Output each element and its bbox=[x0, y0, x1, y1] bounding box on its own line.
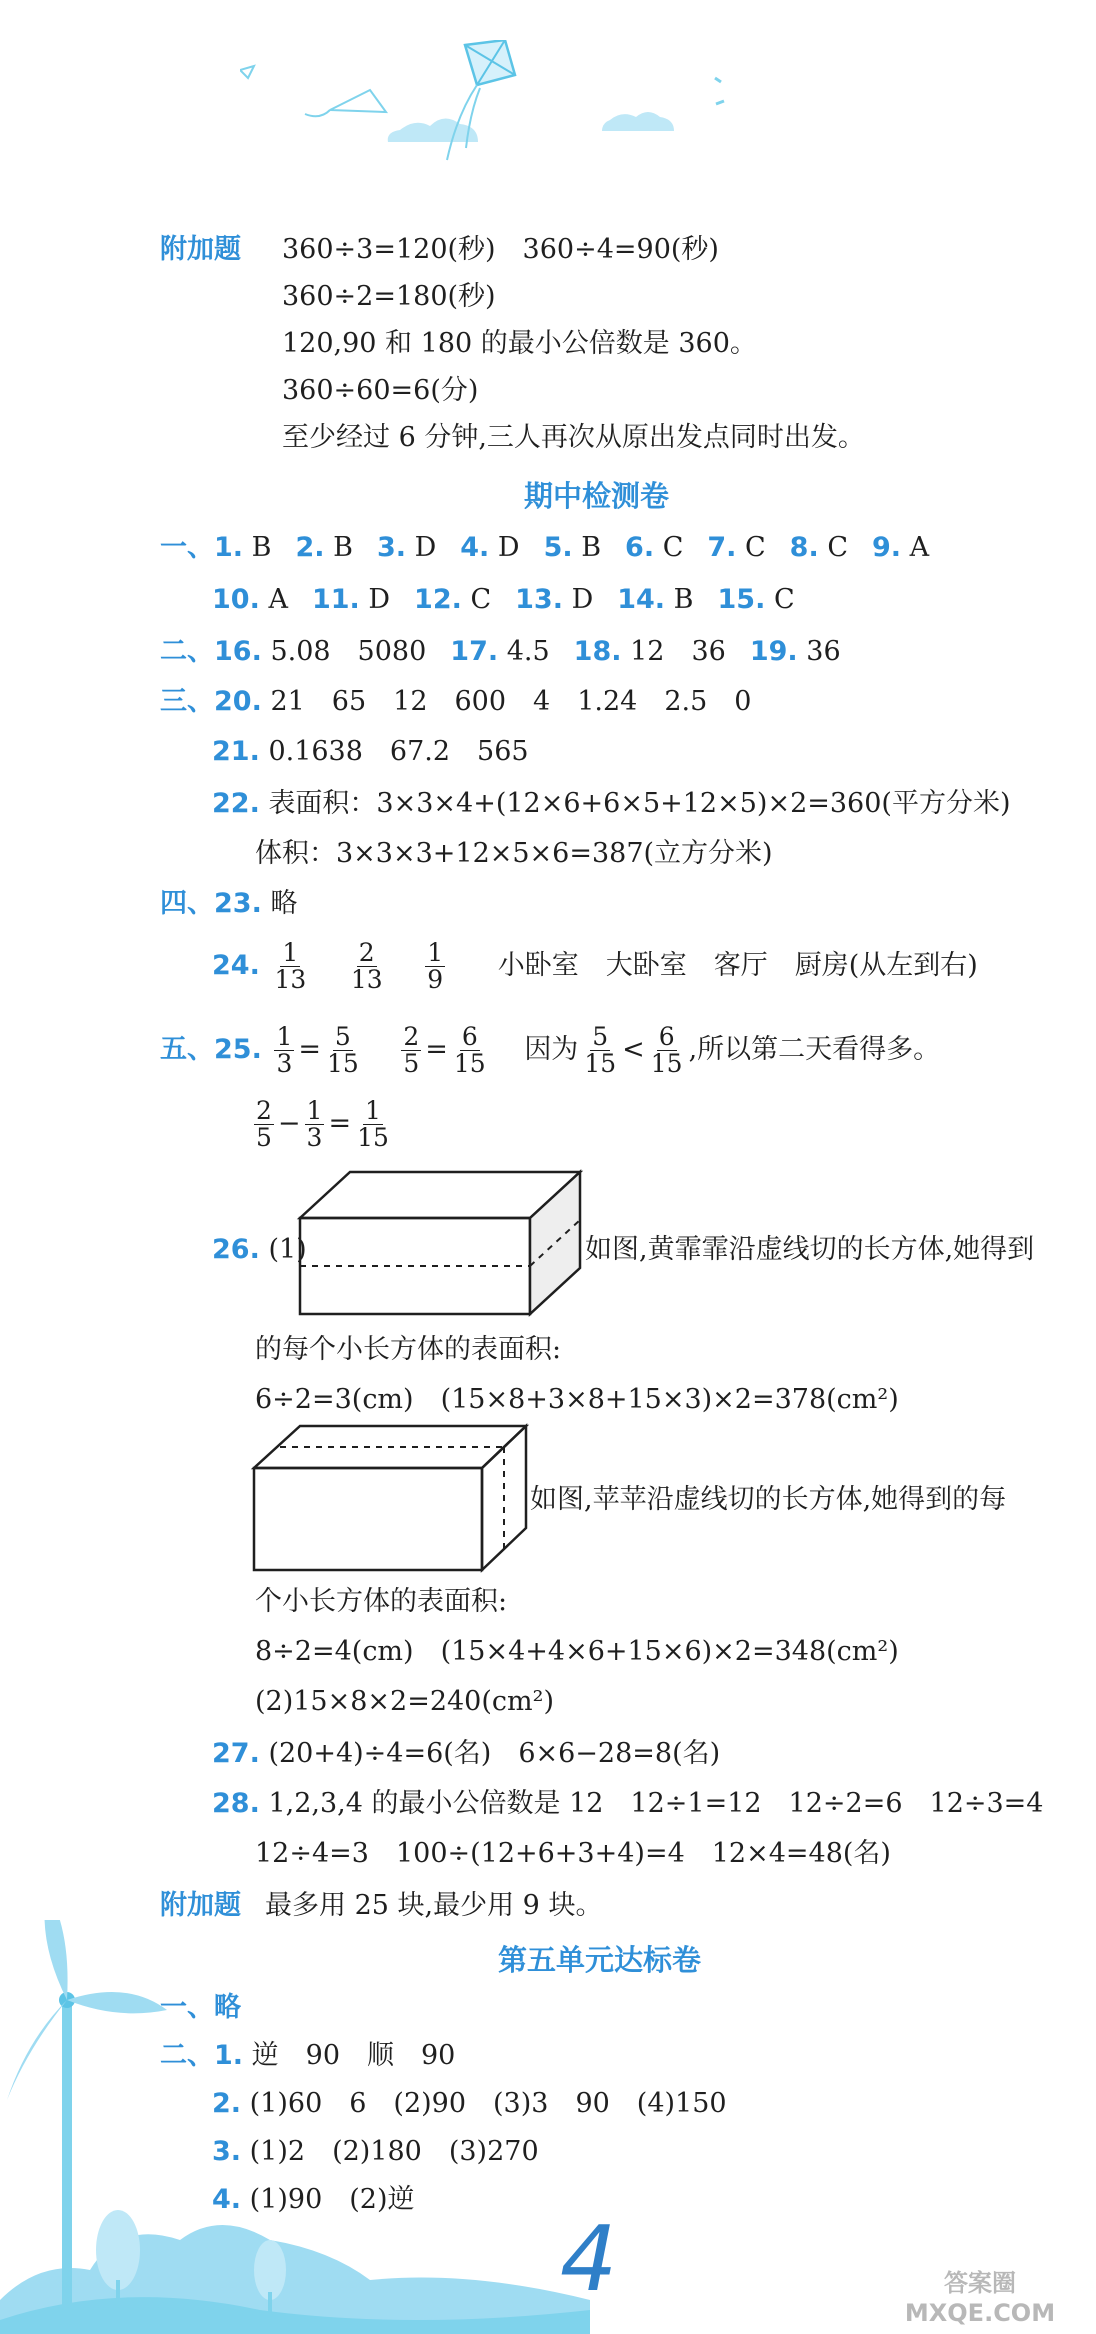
page-number: 4 bbox=[560, 2207, 618, 2312]
answer-q26-text-4: 如图,苹苹沿虚线切的长方体,她得到的每 bbox=[530, 1484, 1007, 1515]
unit5-q4: 4. (1)90 (2)逆 bbox=[212, 2184, 415, 2215]
answer-q21: 21. 0.1638 67.2 565 bbox=[212, 736, 529, 767]
answer-q20: 三、20. 21 65 12 600 4 1.24 2.5 0 bbox=[160, 686, 752, 717]
answer-q28: 28. 1,2,3,4 的最小公倍数是 12 12÷1=12 12÷2=6 12÷3=4 bbox=[212, 1788, 1044, 1819]
answer-q26-text-1: 如图,黄霏霏沿虚线切的长方体,她得到 bbox=[585, 1234, 1035, 1265]
watermark: 答案圈 MXQE.COM bbox=[904, 2269, 1056, 2327]
answer-q26-text-6: 8÷2=4(cm) (15×4+4×6+15×6)×2=348(cm²) bbox=[255, 1636, 899, 1667]
answer-q22: 22. 表面积：3×3×4+(12×6+6×5+12×5)×2=360(平方分米) bbox=[212, 788, 1011, 819]
answer-q23: 四、23. 略 bbox=[160, 888, 298, 919]
bonus-label: 附加题 bbox=[160, 234, 241, 265]
answer-q27: 27. (20+4)÷4=6(名) 6×6−28=8(名) bbox=[212, 1738, 721, 1769]
unit5-q3: 3. (1)2 (2)180 (3)270 bbox=[212, 2136, 539, 2167]
unit5-q2: 2. (1)60 6 (2)90 (3)3 90 (4)150 bbox=[212, 2088, 727, 2119]
answer-q26-text-3: 6÷2=3(cm) (15×8+3×8+15×3)×2=378(cm²) bbox=[255, 1384, 899, 1415]
kite-decoration-icon bbox=[240, 40, 1080, 170]
bonus-line-2: 360÷2=180(秒) bbox=[282, 281, 496, 312]
answer-row-2: 10. A 11. D 12. C 13. D 14. B 15. C bbox=[212, 584, 795, 615]
answer-q25-difference: $\frac{2}{5}$ − $\frac{1}{3}$ = $\frac{1}{15}$ bbox=[256, 1096, 389, 1152]
bonus-line-1: 360÷3=120(秒) 360÷4=90(秒) bbox=[282, 234, 719, 265]
answer-row-3: 二、16. 5.08 5080 17. 4.5 18. 12 36 19. 36 bbox=[160, 636, 841, 667]
unit5-section-1: 一、略 bbox=[160, 1992, 241, 2023]
section-title-unit5: 第五单元达标卷 bbox=[498, 1943, 702, 1977]
cuboid-figure-horizontal-cut bbox=[296, 1168, 586, 1318]
bonus-line-4: 360÷60=6(分) bbox=[282, 375, 479, 406]
cuboid-figure-vertical-cut bbox=[250, 1422, 530, 1574]
bonus-line-3: 120,90 和 180 的最小公倍数是 360。 bbox=[282, 328, 757, 359]
windmill-decoration-icon bbox=[0, 1920, 620, 2334]
midterm-bonus: 附加题 最多用 25 块,最少用 9 块。 bbox=[160, 1890, 603, 1921]
bonus-line-5: 至少经过 6 分钟,三人再次从原出发点同时出发。 bbox=[282, 422, 865, 453]
unit5-q1: 二、1. 逆 90 顺 90 bbox=[160, 2040, 456, 2071]
answer-q26-text-2: 的每个小长方体的表面积: bbox=[255, 1334, 562, 1365]
section-title-midterm: 期中检测卷 bbox=[524, 479, 670, 513]
answer-q26-text-5: 个小长方体的表面积: bbox=[255, 1586, 508, 1617]
answer-q26: 26. (1) bbox=[212, 1234, 307, 1265]
answer-q28-line-2: 12÷4=3 100÷(12+6+3+4)=4 12×4=48(名) bbox=[255, 1838, 891, 1869]
answer-q24: 24. $\frac{1}{13}$ $\frac{2}{13}$ $\frac{1}{9}$ 小卧室 大卧室 客厅 厨房(从左到右) bbox=[212, 938, 978, 994]
answer-q25: 五、25. $\frac{1}{3}$ = $\frac{5}{15}$ $\frac{2}{5}$ = $\frac{6}{15}$ 因为 $\frac{5}{15}$ < $\frac{6}{15}$ ,所以第二天看得多。 bbox=[160, 1022, 941, 1078]
answer-row-1: 一、1. B 2. B 3. D 4. D 5. B 6. C 7. C 8. C 9. A bbox=[160, 532, 930, 563]
answer-q26-text-7: (2)15×8×2=240(cm²) bbox=[255, 1686, 554, 1717]
answer-q22-volume: 体积：3×3×3+12×5×6=387(立方分米) bbox=[255, 838, 773, 869]
